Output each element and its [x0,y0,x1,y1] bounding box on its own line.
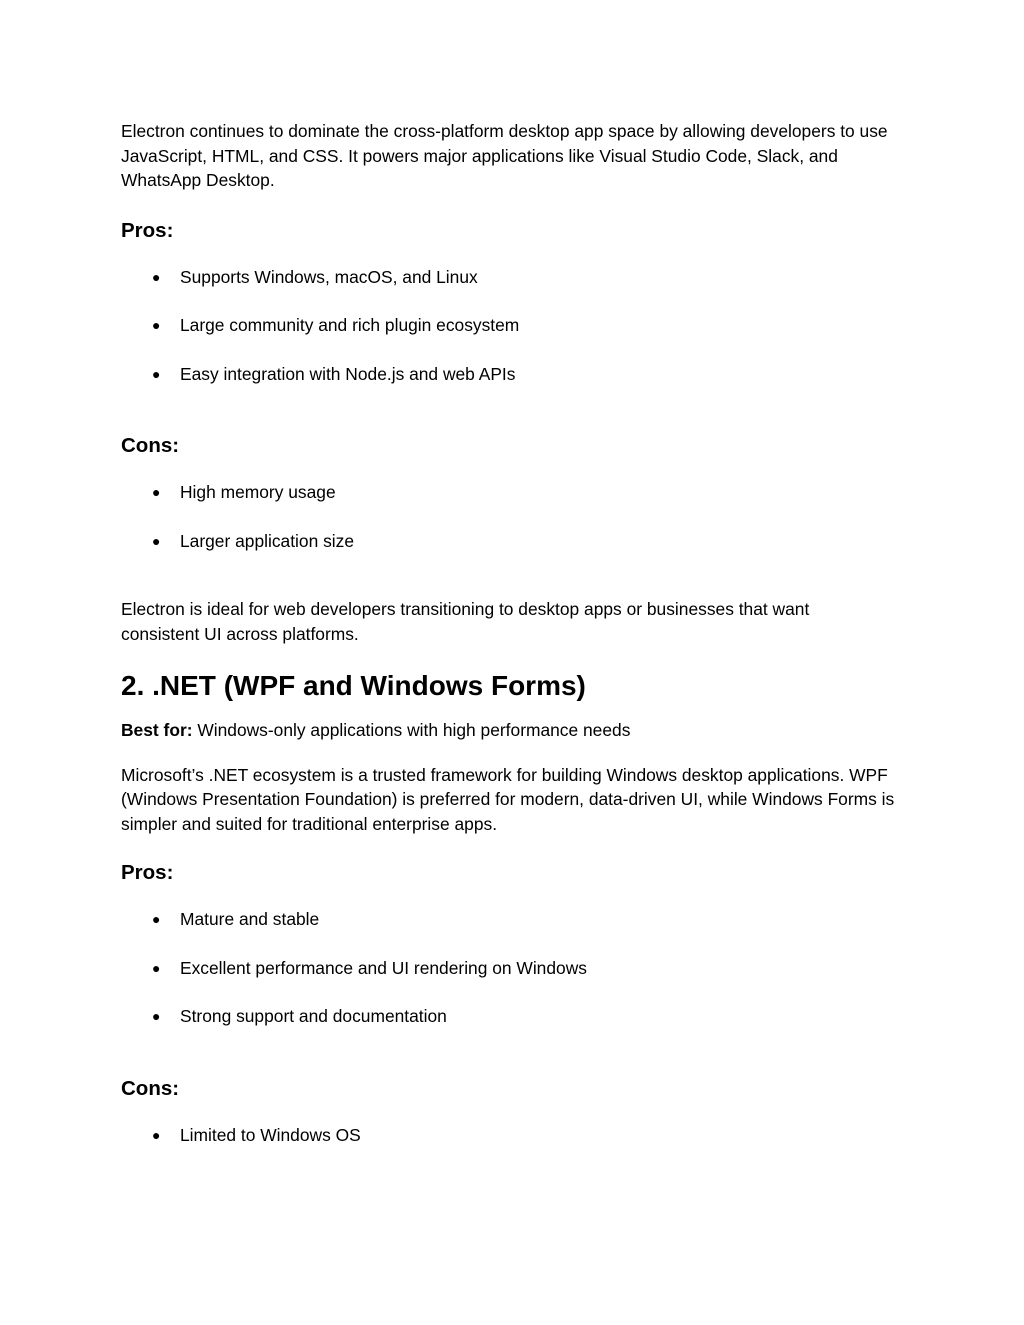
electron-summary-paragraph: Electron is ideal for web developers transitioning to desktop apps or businesses that want consistent UI across platforms. [121,599,810,644]
electron-pros-heading: Pros: [121,218,174,242]
electron-cons-heading: Cons: [121,434,180,457]
dotnet-cons-list [121,1123,911,1148]
bullet-icon: ● [152,1008,161,1024]
list-item: ● Larger application size [121,529,911,554]
best-for-label: Best for: [121,720,193,740]
best-for-text: Windows-only applications with high performance needs [192,720,631,740]
dotnet-section-heading: 2. .NET (WPF and Windows Forms) [121,670,586,701]
bullet-icon: ● [152,484,161,500]
list-item: ● Strong support and documentation [121,1004,911,1029]
list-item: ● Excellent performance and UI rendering on Windows [121,956,911,981]
electron-pros-list [121,265,911,387]
document-page [121,119,911,1147]
list-item: ● Limited to Windows OS [121,1123,911,1148]
bullet-icon: ● [152,911,161,927]
list-item: ● Supports Windows, macOS, and Linux [121,265,911,290]
electron-cons-list [121,480,911,553]
dotnet-intro-paragraph: Microsoft’s .NET ecosystem is a trusted framework for building Windows desktop applications. WPF (Windows Presentation Foundation) is preferred for modern, data-driven UI, while Windows Forms is simpler and suited for traditional enterprise apps. [121,764,895,834]
electron-intro-paragraph: Electron continues to dominate the cross-platform desktop app space by allowing developers to use JavaScript, HTML, and CSS. It powers major applications like Visual Studio Code, Slack, and WhatsApp Desktop. [121,121,888,190]
bullet-icon: ● [152,268,161,285]
bullet-icon: ● [152,317,161,333]
dotnet-pros-heading: Pros: [121,861,174,884]
bullet-icon: ● [152,365,161,382]
list-item: ● Mature and stable [121,907,911,932]
list-item: ● Large community and rich plugin ecosystem [121,313,911,338]
bullet-icon: ● [152,1126,161,1143]
best-for-line [121,718,911,743]
bullet-icon: ● [152,959,161,976]
bullet-icon: ● [152,532,161,549]
list-item: ● High memory usage [121,480,911,505]
dotnet-pros-list [121,907,911,1029]
dotnet-cons-heading: Cons: [121,1076,180,1100]
list-item: ● Easy integration with Node.js and web APIs [121,362,911,387]
